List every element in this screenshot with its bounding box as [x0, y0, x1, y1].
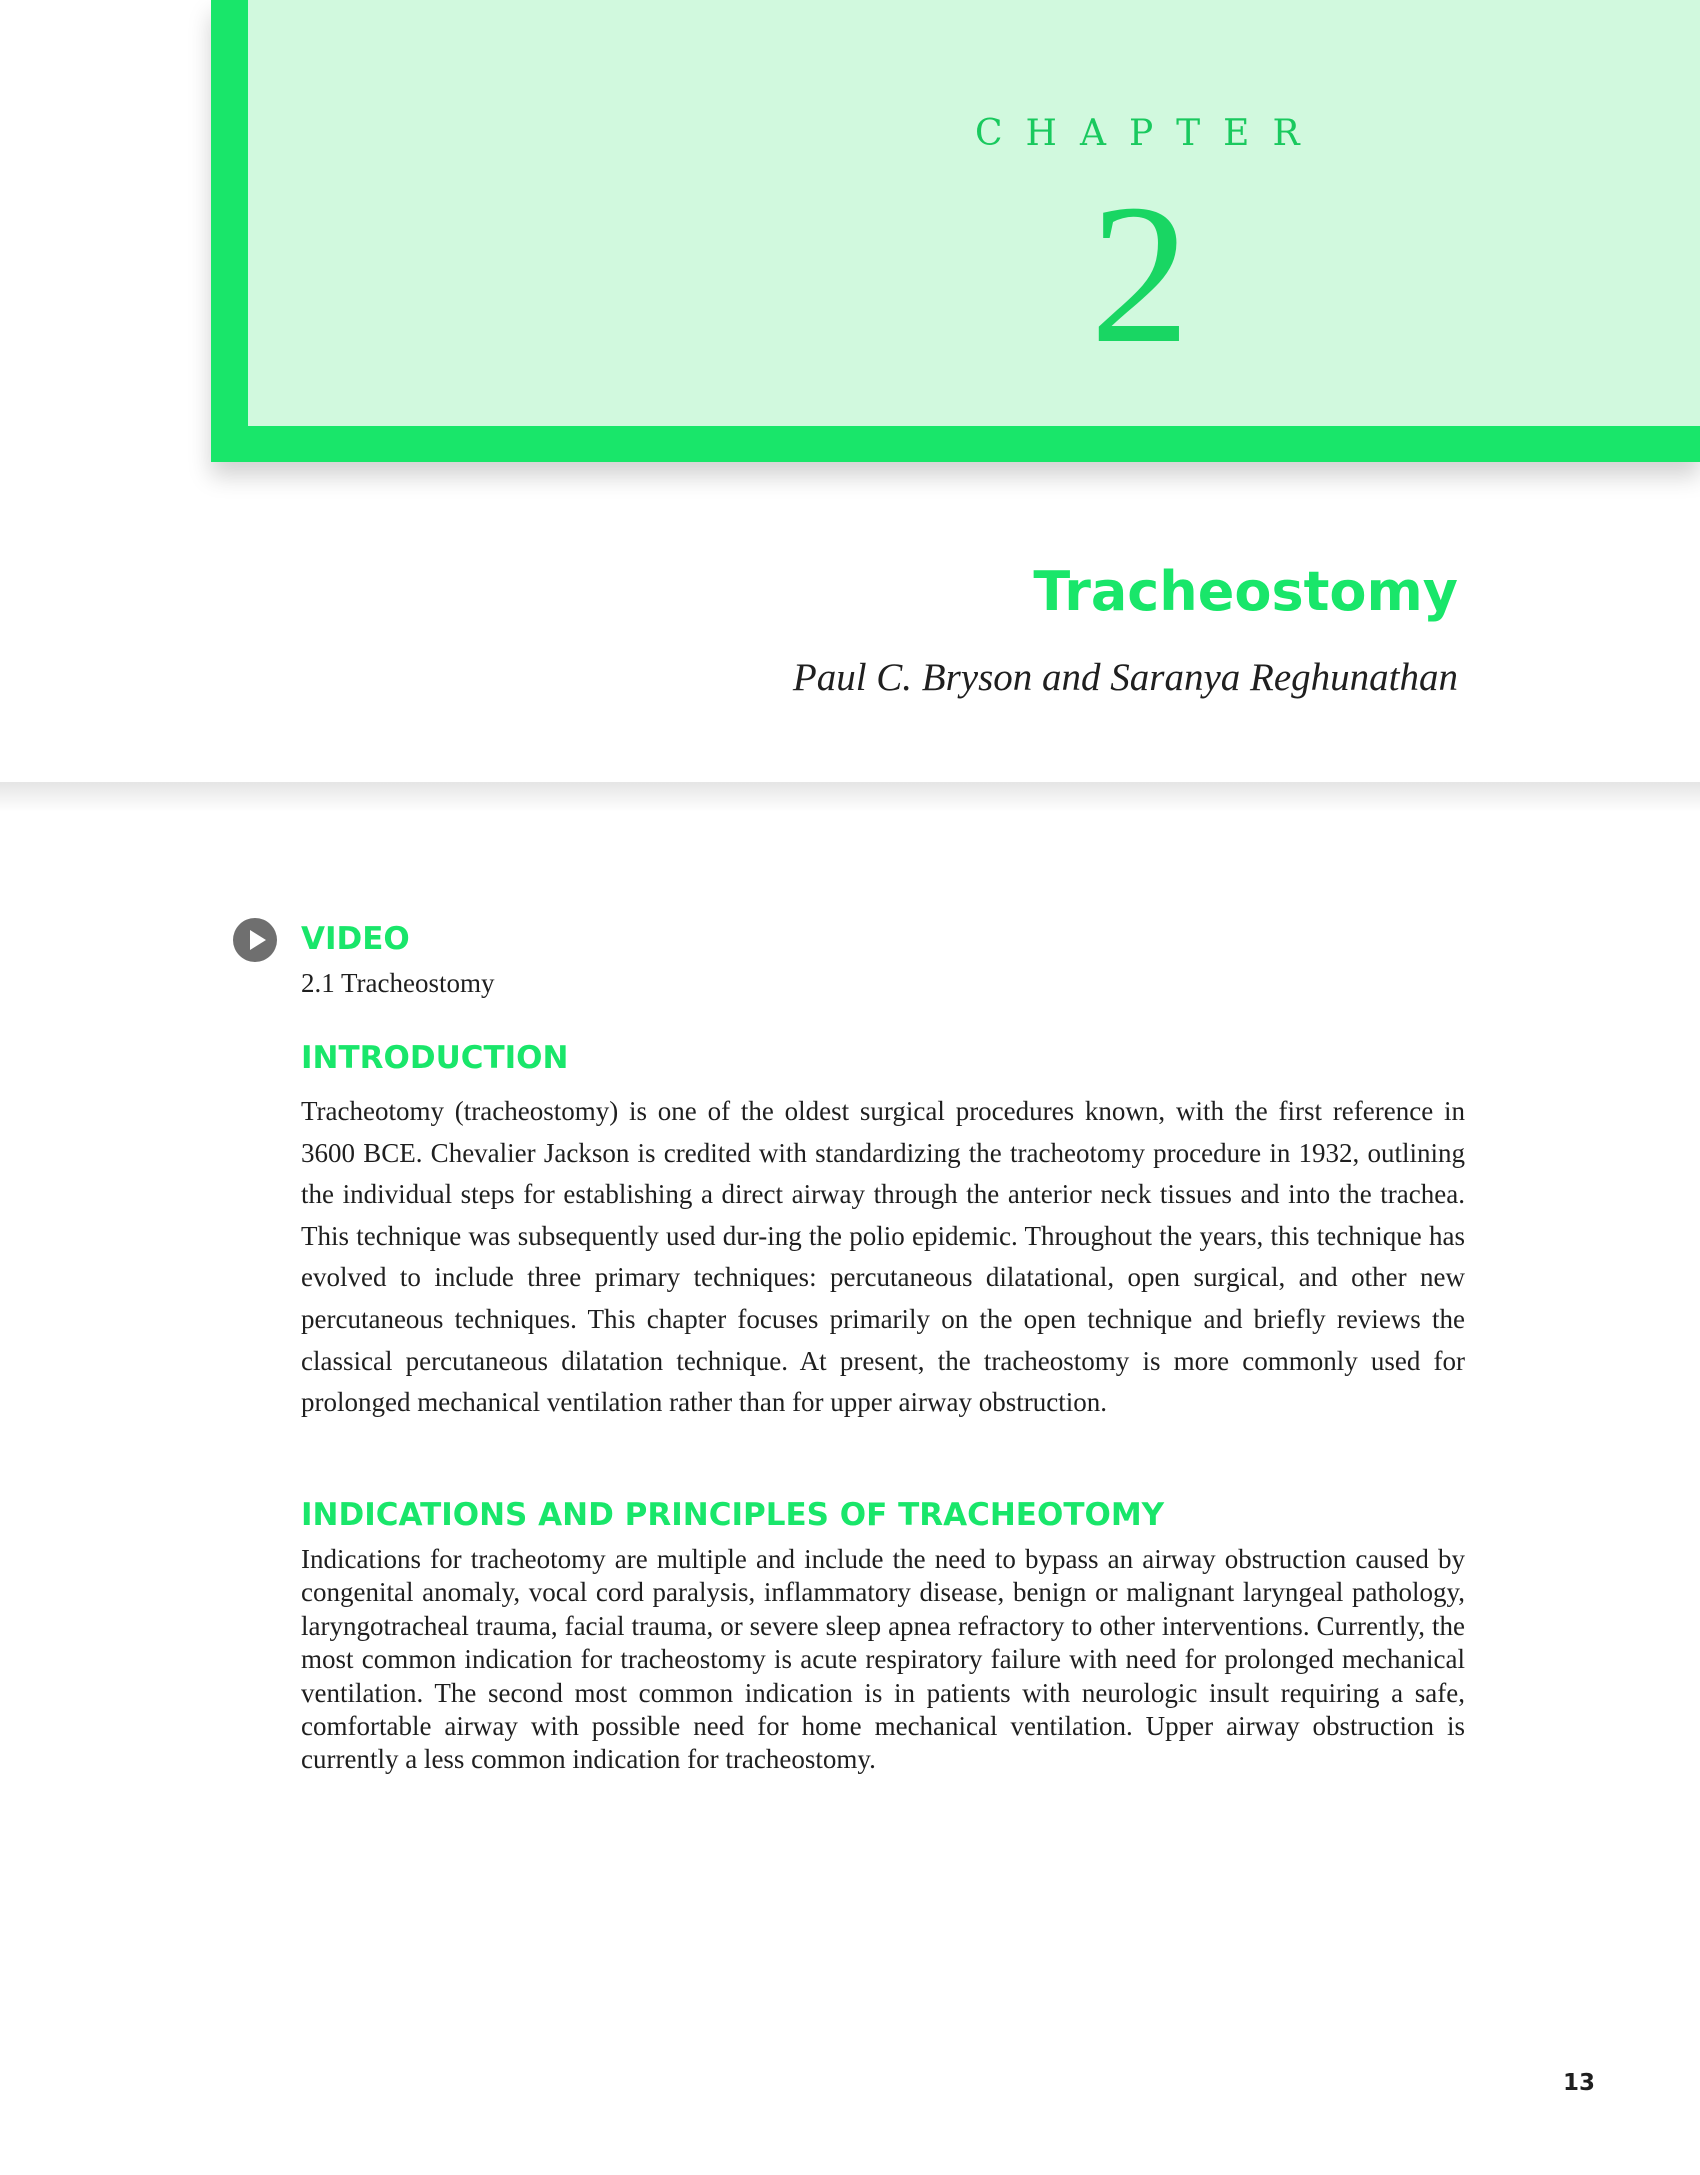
section-heading-introduction: INTRODUCTION [301, 1040, 569, 1076]
chapter-title: Tracheostomy [1033, 560, 1458, 623]
introduction-paragraph: Tracheotomy (tracheostomy) is one of the oldest surgical procedures known, with the first reference in 3600 BCE. Chevalier Jackson is credited with standardizing the tracheotomy procedure in 1932, outlining the individual steps for establishing a direct airway through the anterior neck tissues and into the trachea. This technique was subsequently used dur-ing the polio epidemic. Throughout the years, this technique has evolved to include three primary techniques: percutaneous dilatational, open surgical, and other new percutaneous techniques. This chapter focuses primarily on the open technique and briefly reviews the classical percutaneous dilatation technique. At present, the tracheostomy is more commonly used for prolonged mechanical ventilation rather than for upper airway obstruction. [301, 1096, 1465, 1418]
video-link[interactable]: 2.1 Tracheostomy [301, 968, 495, 998]
play-circle-icon[interactable] [233, 918, 277, 962]
chapter-header-box [211, 0, 1700, 462]
chapter-number: 2 [1090, 164, 1190, 385]
chapter-authors: Paul C. Bryson and Saranya Reghunathan [792, 656, 1458, 699]
indications-paragraph: Indications for tracheotomy are multiple and include the need to bypass an airway obstruction caused by congenital anomaly, vocal cord paralysis, inflammatory disease, benign or malignant laryngeal pathology, laryngotracheal trauma, facial trauma, or severe sleep apnea refractory to other interventions. Currently, the most common indication for tracheostomy is acute respiratory failure with need for prolonged mechanical ventilation. The second most common indication is in patients with neurologic insult requiring a safe, comfortable airway with possible need for home mechanical ventilation. Upper airway obstruction is currently a less common indication for tracheostomy. [301, 1544, 1465, 1775]
title-divider-shadow [0, 782, 1700, 812]
page-number: 13 [1562, 2070, 1595, 2096]
chapter-label: CHAPTER [975, 113, 1323, 154]
chapter-header-panel [248, 0, 1700, 426]
section-heading-indications: INDICATIONS AND PRINCIPLES OF TRACHEOTOMY [301, 1497, 1165, 1533]
video-label: VIDEO [301, 921, 410, 957]
